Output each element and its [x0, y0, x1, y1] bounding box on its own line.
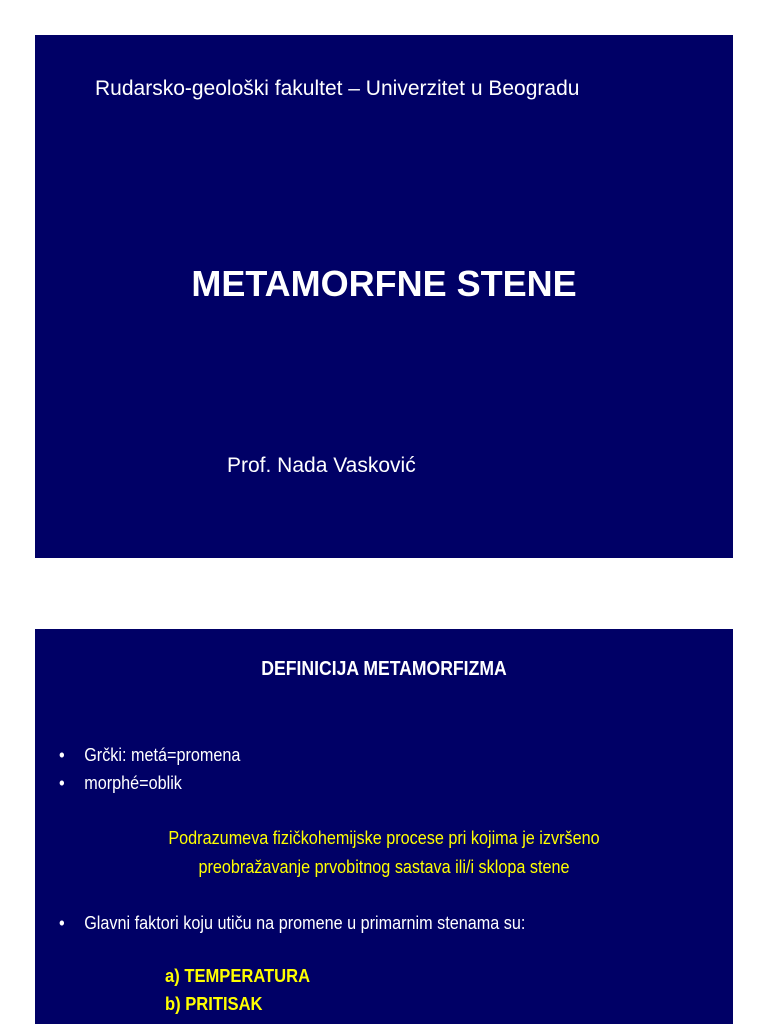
factor-item: b) PRITISAK	[165, 994, 263, 1014]
institution-name: Rudarsko-geološki fakultet – Univerzitet u Beogradu	[95, 77, 580, 100]
slide-title: DEFINICIJA METAMORFIZMA	[261, 658, 507, 680]
factors-intro-list	[59, 909, 577, 937]
list-item: • morphé=oblik	[59, 769, 240, 797]
presentation-title: METAMORFNE STENE	[191, 263, 577, 304]
list-item: • Glavni faktori koju utiču na promene u primarnim stenama su:	[59, 909, 525, 937]
author-name: Prof. Nada Vasković	[227, 454, 416, 477]
list-item: • Grčki: metá=promena	[59, 741, 240, 769]
factors-list	[165, 962, 310, 1018]
definition-slide	[35, 629, 733, 1024]
definition-line: preobražavanje prvobitnog sastava ili/i sklopa stene	[198, 857, 570, 877]
title-slide	[35, 35, 733, 558]
etymology-list	[59, 741, 261, 797]
factor-item: a) TEMPERATURA	[165, 966, 311, 986]
definition-text	[70, 824, 698, 882]
definition-line: Podrazumeva fizičkohemijske procese pri kojima je izvršeno	[168, 828, 600, 848]
